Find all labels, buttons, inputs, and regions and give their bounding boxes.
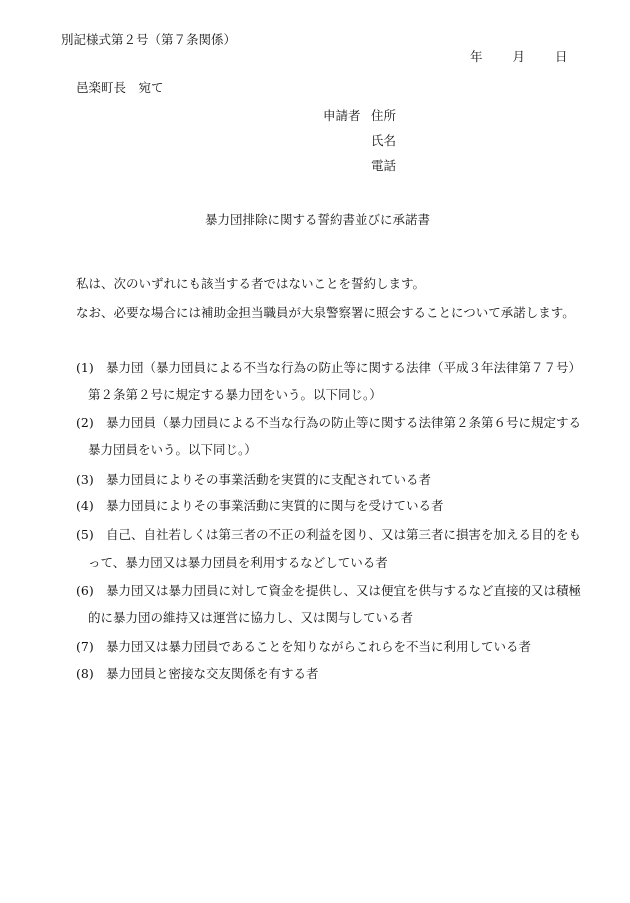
- item-text-line-1: 暴力団又は暴力団員に対して資金を提供し、又は便宜を供与するなど直接的又は積極: [106, 583, 582, 598]
- applicant-address-label: 住所: [371, 108, 397, 123]
- date-year: 年: [470, 49, 483, 64]
- item-text-line-1: 暴力団（暴力団員による不当な行為の防止等に関する法律（平成３年法律第７７号）: [106, 360, 582, 375]
- item-text-line-2: 第２条第２号に規定する暴力団をいう。以下同じ。）: [88, 387, 382, 402]
- item-number: (8): [76, 666, 94, 681]
- item-number: (3): [76, 472, 94, 487]
- date-month: 月: [512, 49, 526, 64]
- item-text-line-1: 暴力団又は暴力団員であることを知りながらこれらを不当に利用している者: [106, 639, 532, 654]
- date-day: 日: [555, 49, 568, 64]
- applicant-name-label: 氏名: [371, 133, 397, 148]
- form-label: 別記様式第２号（第７条関係）: [61, 32, 237, 47]
- addressee: 邑楽町長 宛て: [76, 80, 164, 95]
- item-number: (4): [76, 498, 94, 513]
- item-number: (2): [76, 415, 94, 430]
- item-text-line-1: 自己、自社若しくは第三者の不正の利益を図り、又は第三者に損害を加える目的をも: [106, 527, 582, 542]
- item-text-line-1: 暴力団員によりその事業活動を実質的に支配されている者: [106, 472, 432, 487]
- item-text-line-1: 暴力団員と密接な交友関係を有する者: [106, 666, 319, 681]
- pledge-line-2: なお、必要な場合には補助金担当職員が大泉警察署に照会することについて承諾します。: [76, 305, 575, 320]
- item-text-line-2: って、暴力団又は暴力団員を利用するなどしている者: [88, 555, 388, 570]
- item-number: (6): [76, 583, 94, 598]
- item-text-line-2: 的に暴力団の維持又は運営に協力し、又は関与している者: [88, 610, 414, 625]
- item-text-line-2: 暴力団員をいう。以下同じ。）: [88, 442, 257, 457]
- pledge-line-1: 私は、次のいずれにも該当する者ではないことを誓約します。: [76, 276, 426, 291]
- item-number: (7): [76, 639, 94, 654]
- item-text-line-1: 暴力団員（暴力団員による不当な行為の防止等に関する法律第２条第６号に規定する: [106, 415, 582, 430]
- item-number: (1): [76, 360, 94, 375]
- document-title: 暴力団排除に関する誓約書並びに承諾書: [205, 212, 431, 227]
- applicant-role: 申請者: [323, 108, 361, 123]
- item-text-line-1: 暴力団員によりその事業活動に実質的に関与を受けている者: [106, 498, 444, 513]
- item-number: (5): [76, 527, 94, 542]
- applicant-phone-label: 電話: [371, 158, 397, 173]
